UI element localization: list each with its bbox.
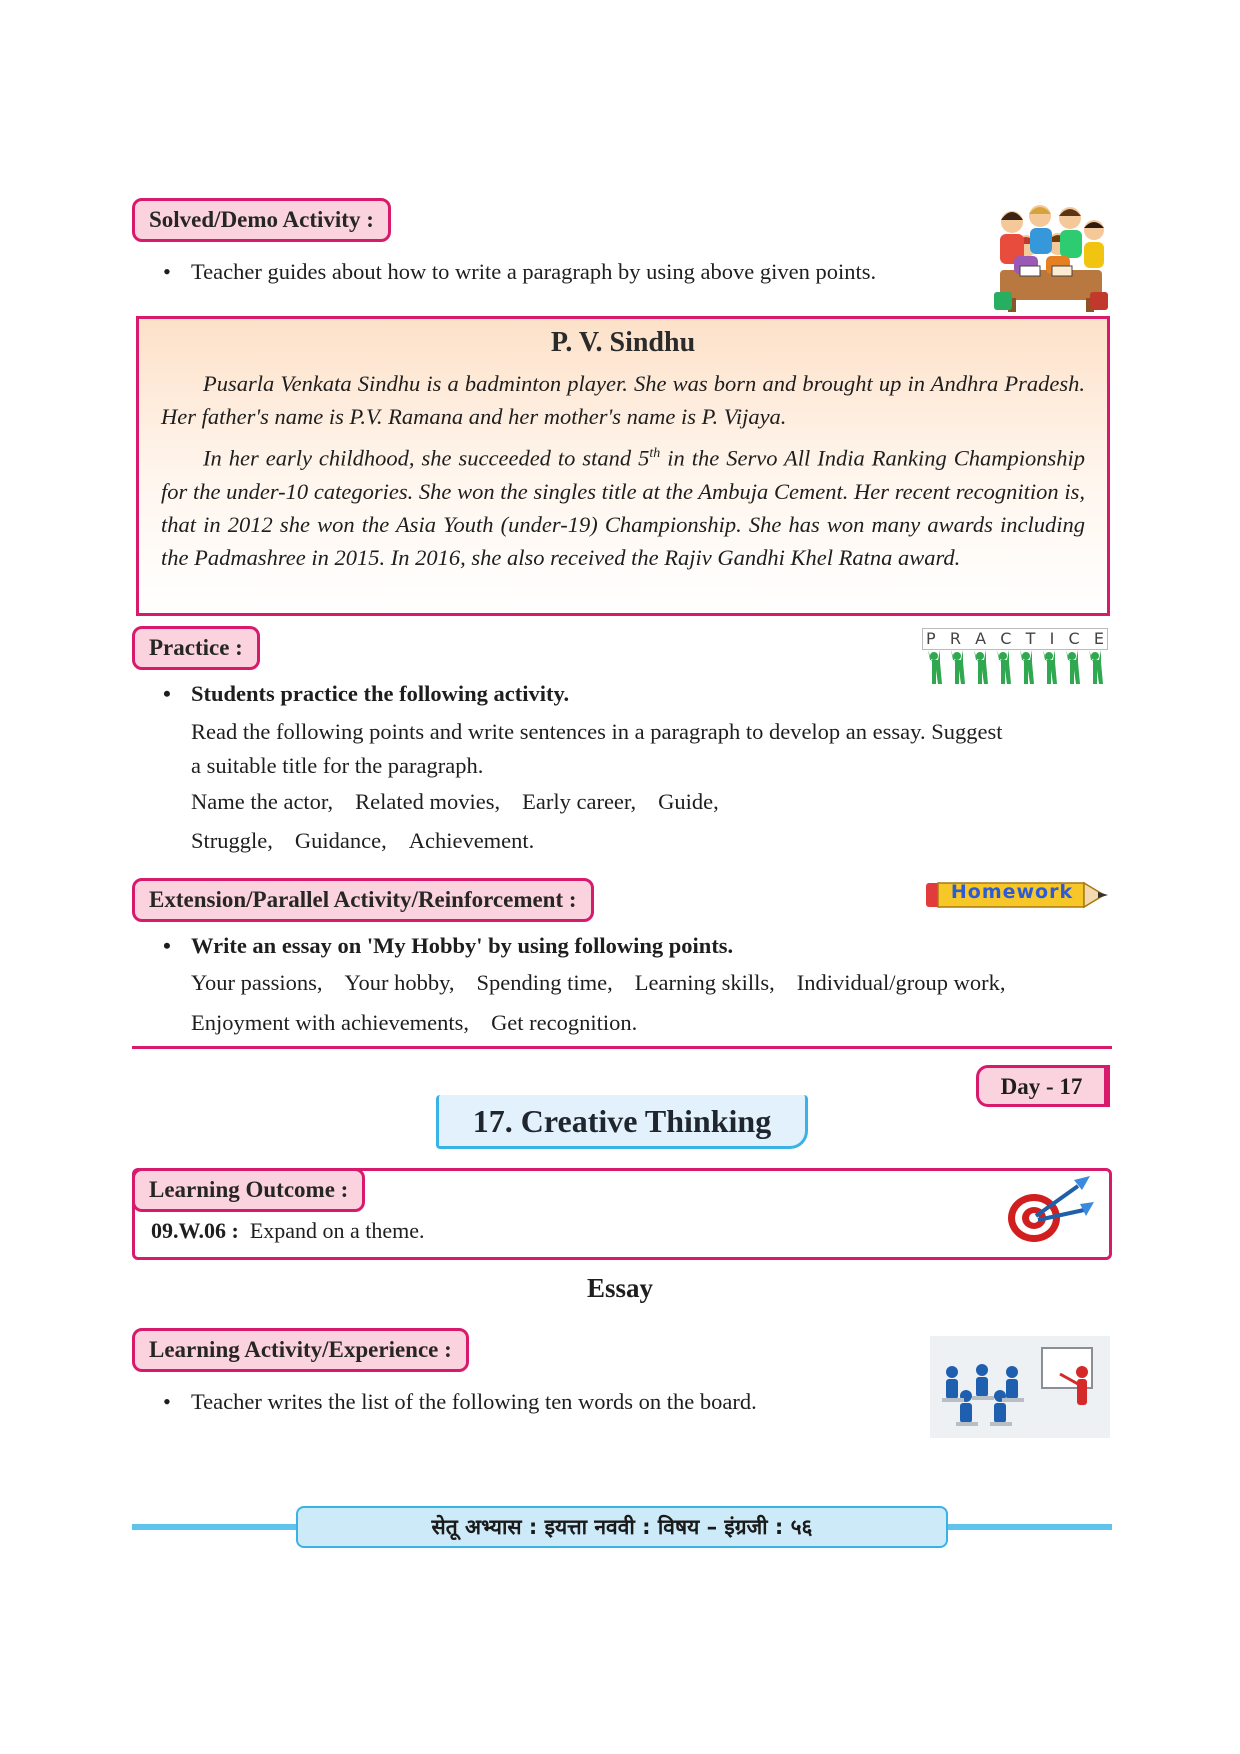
practice-point: Early career, <box>522 789 637 814</box>
ordinal-suffix: th <box>649 446 661 461</box>
story-paragraph-1: Pusarla Venkata Sindhu is a badminton player. She was born and brought up in Andhra Pradesh. Her father's name is P.V. Ramana and her mother's name is P. Vijaya. <box>161 371 1085 429</box>
bullet-dot: • <box>163 681 171 706</box>
solved-bullet-text: Teacher guides about how to write a paragraph by using above given points. <box>191 259 877 284</box>
target-dart-icon <box>1000 1174 1094 1246</box>
extension-points-row-1 <box>191 970 1027 996</box>
practice-bullet-text: Students practice the following activity. <box>191 681 570 706</box>
children-reading-illustration <box>990 200 1112 314</box>
story-paragraph-2-start: In her early childhood, she succeeded to stand 5 <box>203 445 650 471</box>
practice-point: Achievement. <box>408 828 535 853</box>
practice-letters <box>922 628 1108 650</box>
practice-icon-letter: R <box>949 629 961 648</box>
homework-pencil-icon <box>924 880 1110 910</box>
practice-label: Practice : <box>132 626 260 670</box>
essay-heading: Essay <box>586 1273 654 1303</box>
chapter-title: 17. Creative Thinking <box>436 1095 808 1149</box>
practice-line-2: a suitable title for the paragraph. <box>191 753 484 778</box>
practice-icon <box>922 628 1110 688</box>
practice-icon-letter: E <box>1093 629 1104 648</box>
learning-activity-label: Learning Activity/Experience : <box>132 1328 469 1372</box>
practice-icon-letter: C <box>1068 629 1080 648</box>
extension-point: Your passions, <box>191 970 323 995</box>
homework-icon-text: Homework <box>950 881 1074 903</box>
practice-point: Struggle, <box>191 828 273 853</box>
extension-point: Your hobby, <box>344 970 455 995</box>
story-title: P. V. Sindhu <box>550 327 696 358</box>
story-paragraph-2 <box>161 437 1085 574</box>
extension-bullet <box>163 929 733 963</box>
activity-bullet-text: Teacher writes the list of the following ten words on the board. <box>191 1389 757 1414</box>
extension-points-row-2 <box>191 1010 659 1036</box>
practice-bullet <box>163 677 569 711</box>
practice-points-row-1 <box>191 789 741 815</box>
learning-outcome-line <box>151 1218 425 1244</box>
story-paragraph-2-rest: in the Servo All India Ranking Championship for the under-10 categories. She won the singles title at the Ambuja Cement. Her recent recognition is, that in 2012 she won the Asia Youth (under-19) Championship. She has won many awards including the Padmashree in 2015. In 2016, she also received the Rajiv Gandhi Khel Ratna award. <box>161 445 1085 570</box>
practice-point: Guide, <box>658 789 719 814</box>
day-badge: Day - 17 <box>976 1065 1110 1107</box>
practice-line-1: Read the following points and write sentences in a paragraph to develop an essay. Suggest <box>191 719 1003 744</box>
practice-icon-letter: I <box>1049 629 1055 648</box>
outcome-code: 09.W.06 : <box>151 1218 239 1243</box>
activity-bullet <box>163 1385 757 1419</box>
outcome-text: Expand on a theme. <box>249 1218 425 1243</box>
extension-point: Learning skills, <box>634 970 775 995</box>
solved-activity-label: Solved/Demo Activity : <box>132 198 391 242</box>
practice-point: Name the actor, <box>191 789 334 814</box>
extension-bullet-text: Write an essay on 'My Hobby' by using following points. <box>191 933 734 958</box>
practice-figures-icon <box>922 650 1110 688</box>
bullet-dot: • <box>163 933 171 958</box>
section-divider <box>132 1046 1112 1049</box>
extension-point: Spending time, <box>476 970 613 995</box>
bullet-dot: • <box>163 259 171 284</box>
practice-icon-letter: A <box>975 629 987 648</box>
practice-points-row-2 <box>191 828 556 854</box>
practice-icon-letter: T <box>1025 629 1036 648</box>
extension-label: Extension/Parallel Activity/Reinforcement : <box>132 878 594 922</box>
practice-icon-letter: P <box>926 629 936 648</box>
extension-point: Enjoyment with achievements, <box>191 1010 470 1035</box>
bullet-dot: • <box>163 1389 171 1414</box>
extension-point: Individual/group work, <box>796 970 1006 995</box>
footer-label: सेतू अभ्यास : इयत्ता नववी : विषय – इंग्रजी : ५६ <box>296 1506 948 1548</box>
practice-icon-letter: C <box>1000 629 1012 648</box>
sindhu-story-box <box>136 316 1110 616</box>
classroom-teacher-icon <box>930 1336 1110 1438</box>
learning-outcome-label: Learning Outcome : <box>132 1168 365 1212</box>
practice-point: Related movies, <box>355 789 501 814</box>
practice-point: Guidance, <box>294 828 387 853</box>
extension-point: Get recognition. <box>491 1010 638 1035</box>
solved-bullet <box>163 255 876 289</box>
